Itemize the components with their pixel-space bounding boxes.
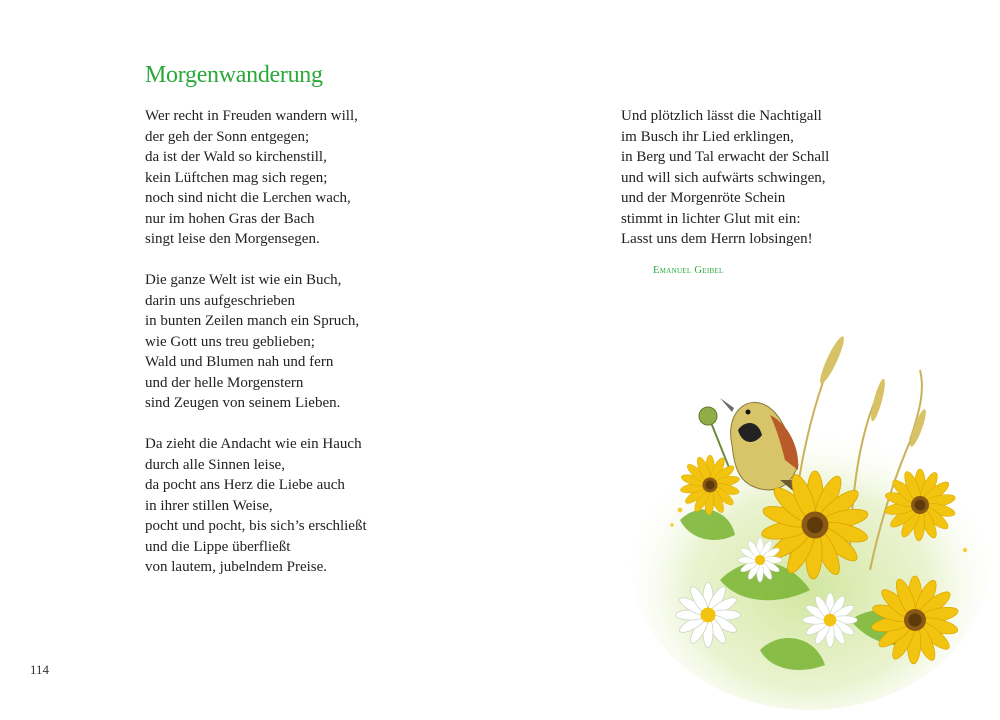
- stanza-4: [621, 106, 829, 250]
- verse-line: in ihrer stillen Weise,: [145, 497, 273, 514]
- verse-line: sind Zeugen von seinem Lieben.: [145, 395, 341, 411]
- verse-line: Wald und Blumen nah und fern: [145, 354, 334, 370]
- verse-line: und die Lippe überfließt: [145, 538, 291, 555]
- verse-line: wie Gott uns treu geblieben;: [145, 333, 315, 350]
- verse-line: im Busch ihr Lied erklingen,: [621, 128, 794, 145]
- verse-line: stimmt in lichter Glut mit ein:: [621, 210, 801, 227]
- verse-line: der geh der Sonn entgegen;: [145, 128, 310, 145]
- stanza-2: [145, 270, 359, 414]
- bird-flower-illustration: [620, 320, 990, 710]
- verse-line: da ist der Wald so kirchenstill,: [145, 149, 327, 165]
- verse-line: Da zieht die Andacht wie ein Hauch: [145, 436, 362, 452]
- verse-line: kein Lüftchen mag sich regen;: [145, 169, 328, 186]
- verse-line: Die ganze Welt ist wie ein Buch,: [145, 272, 342, 288]
- verse-line: von lautem, jubelndem Preise.: [145, 559, 328, 575]
- stanza-3: [145, 434, 367, 578]
- verse-line: noch sind nicht die Lerchen wach,: [145, 190, 351, 206]
- verse-line: Lasst uns dem Herrn lobsingen!: [621, 231, 813, 247]
- verse-line: in bunten Zeilen manch ein Spruch,: [145, 313, 360, 329]
- verse-line: und der Morgenröte Schein: [621, 190, 786, 206]
- verse-line: und will sich aufwärts schwingen,: [621, 169, 826, 186]
- verse-line: darin uns aufgeschrieben: [145, 292, 295, 309]
- verse-line: durch alle Sinnen leise,: [145, 456, 285, 473]
- verse-line: Und plötzlich lässt die Nachtigall: [621, 108, 822, 124]
- verse-line: da pocht ans Herz die Liebe auch: [145, 477, 345, 493]
- verse-line: in Berg und Tal erwacht der Schall: [621, 149, 830, 165]
- verse-line: und der helle Morgenstern: [145, 374, 304, 391]
- verse-line: Wer recht in Freuden wandern will,: [145, 108, 358, 124]
- poem-title: Morgenwanderung: [145, 62, 323, 88]
- verse-line: singt leise den Morgensegen.: [145, 231, 320, 247]
- verse-line: nur im hohen Gras der Bach: [145, 210, 315, 227]
- stanza-1: [145, 106, 358, 250]
- page-number: 114: [30, 662, 50, 677]
- verse-line: pocht und pocht, bis sich’s erschließt: [145, 518, 367, 534]
- author-name: Emanuel Geibel: [653, 265, 724, 276]
